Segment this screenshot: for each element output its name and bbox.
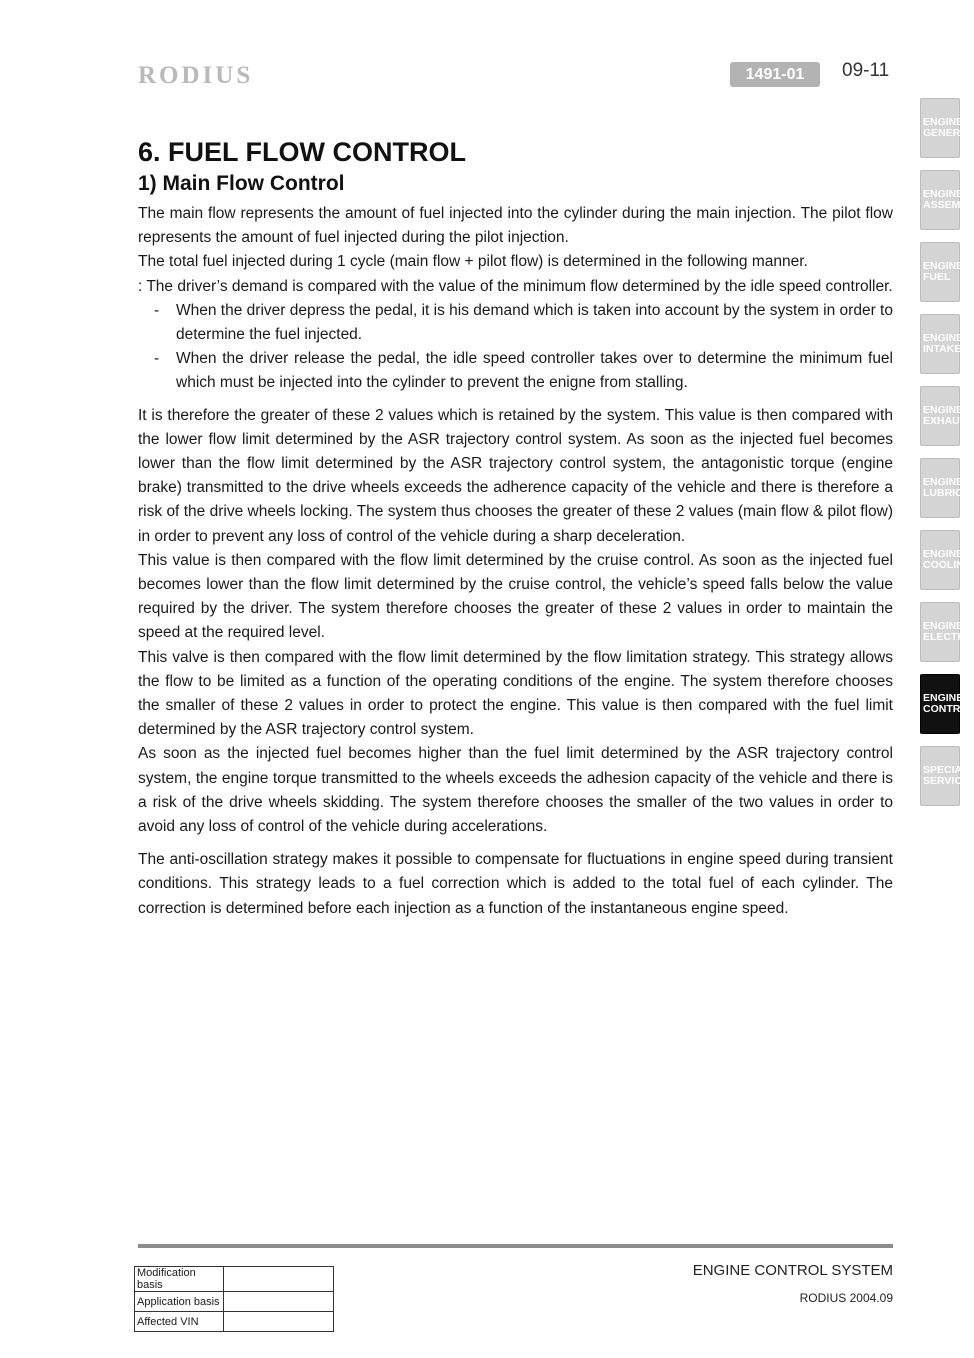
dash-bullet: - <box>154 350 160 368</box>
brand-logo: RODIUS <box>138 62 254 89</box>
tab-label: INTAKE <box>923 343 962 355</box>
tab-label: GENERA <box>923 127 968 139</box>
tab-label: ENGINE <box>923 116 964 128</box>
tab-label: SPECIAL <box>923 764 969 776</box>
footer-title: ENGINE CONTROL SYSTEM <box>692 1262 893 1279</box>
tab-label: ENGINE <box>923 260 964 272</box>
tab-label: CONTRO <box>923 703 969 715</box>
tab-label: ASSEMBL <box>923 199 974 211</box>
tab-label: ENGINE <box>923 548 964 560</box>
list-item-text: When the driver depress the pedal, it is his demand which is taken into account by the system in order to determine the fuel injected. <box>176 301 893 344</box>
page-number: 09-11 <box>842 60 890 81</box>
tab-label: SERVICE <box>923 775 969 787</box>
tab-label: ENGINE <box>923 476 964 488</box>
table-cell-label: Modification basis <box>135 1267 224 1292</box>
modification-table <box>134 1266 334 1332</box>
list-item <box>154 347 893 395</box>
footer-divider <box>138 1244 893 1248</box>
paragraph-main-flow: The main flow represents the amount of fuel injected into the cylinder during the main injection. The pilot flow represents the amount of fuel injected during the pilot injection. <box>138 205 893 247</box>
tab-engine-electrical[interactable] <box>920 602 968 662</box>
table-cell-value <box>224 1312 334 1332</box>
footer-subtitle: RODIUS 2004.09 <box>799 1291 893 1305</box>
table-cell-label: Application basis <box>135 1292 224 1312</box>
paragraph-anti-oscillation: The anti-oscillation strategy makes it possible to compensate for fluctuations in engine speed during transient conditions. This strategy leads to a fuel correction which is added to the total fuel of each cylinder. The correction is determined before each injection as a function of the instantaneous engine speed. <box>138 851 893 917</box>
paragraph-asr-upper-limit: As soon as the injected fuel becomes higher than the fuel limit determined by the ASR trajectory control system, the engine torque transmitted to the wheels exceeds the adhesion capacity of the vehicle and there is a risk of the drive wheels skidding. The system therefore chooses the smaller of the two values in order to avoid any loss of control of the vehicle during accelerations. <box>138 745 893 836</box>
dash-bullet: - <box>154 301 160 319</box>
paragraph-cruise-control: This value is then compared with the flow limit determined by the cruise control. As soon as the injected fuel becomes lower than the flow limit determined by the cruise control, the vehicle’s speed falls below the value required by the driver. The system therefore chooses the greater of these 2 values in order to maintain the speed at the required level. <box>138 551 893 642</box>
list-item-text: When the driver release the pedal, the idle speed controller takes over to determine the minimum fuel which must be injected into the cylinder to prevent the enigne from stalling. <box>176 350 893 392</box>
table-row <box>135 1267 334 1292</box>
main-content <box>138 137 893 921</box>
tab-label: ENGINE <box>923 620 964 632</box>
list-item <box>154 299 893 347</box>
tab-engine-fuel[interactable] <box>920 242 964 302</box>
table-row <box>135 1292 334 1312</box>
tab-label: ENGINE <box>923 692 964 704</box>
tab-label: LUBRICA <box>923 487 971 499</box>
tab-engine-general[interactable] <box>920 98 968 158</box>
paragraph-asr-lower-limit: It is therefore the greater of these 2 values which is retained by the system. This value is then compared with the lower flow limit determined by the ASR trajectory control system. As soon as the injected fuel becomes lower than the flow limit determined by the ASR trajectory control system, the antagonistic torque (engine brake) transmitted to the drive wheels exceeds the adherence capacity of the vehicle and there is therefore a risk of the drive wheels locking. The system thus chooses the greater of these 2 values (main flow & pilot flow) in order to prevent any loss of control of the vehicle during a sharp deceleration. <box>138 406 893 545</box>
tab-label: ENGINE <box>923 404 964 416</box>
tab-label: FUEL <box>923 271 951 283</box>
section-title: 6. FUEL FLOW CONTROL <box>138 137 466 167</box>
paragraph-total-fuel: The total fuel injected during 1 cycle (main flow + pilot flow) is determined in the following manner. <box>138 253 808 271</box>
tab-engine-intake[interactable] <box>920 314 964 374</box>
table-cell-value <box>224 1292 334 1312</box>
tab-label: ENGINE <box>923 188 964 200</box>
table-cell-value <box>224 1267 334 1292</box>
paragraph-driver-demand: : The driver’s demand is compared with the value of the minimum flow determined by the idle speed controller. <box>138 277 893 295</box>
table-cell-label: Affected VIN <box>135 1312 224 1332</box>
tab-engine-cooling[interactable] <box>920 530 972 590</box>
tab-engine-control[interactable] <box>920 674 969 734</box>
tab-label: ELECTRI <box>923 631 968 643</box>
paragraph-flow-limitation: This valve is then compared with the flow limit determined by the flow limitation strategy. This strategy allows the flow to be limited as a function of the operating conditions of the engine. The system therefore chooses the smaller of these 2 values in order to protect the engine. This value is then compared with the fuel limit determined by the ASR trajectory control system. <box>138 648 893 739</box>
subsection-title: 1) Main Flow Control <box>138 172 345 195</box>
tab-label: ENGINE <box>923 332 964 344</box>
tab-engine-exhaust[interactable] <box>920 386 974 446</box>
section-code-badge: 1491-01 <box>730 62 820 87</box>
tab-engine-lubrication[interactable] <box>920 458 971 518</box>
tab-engine-assembly[interactable] <box>920 170 974 230</box>
tab-special-service[interactable] <box>920 746 969 806</box>
dash-list <box>138 299 893 398</box>
tab-label: COOLING <box>923 559 972 571</box>
table-row <box>135 1312 334 1332</box>
tab-label: EXHAUST <box>923 415 974 427</box>
